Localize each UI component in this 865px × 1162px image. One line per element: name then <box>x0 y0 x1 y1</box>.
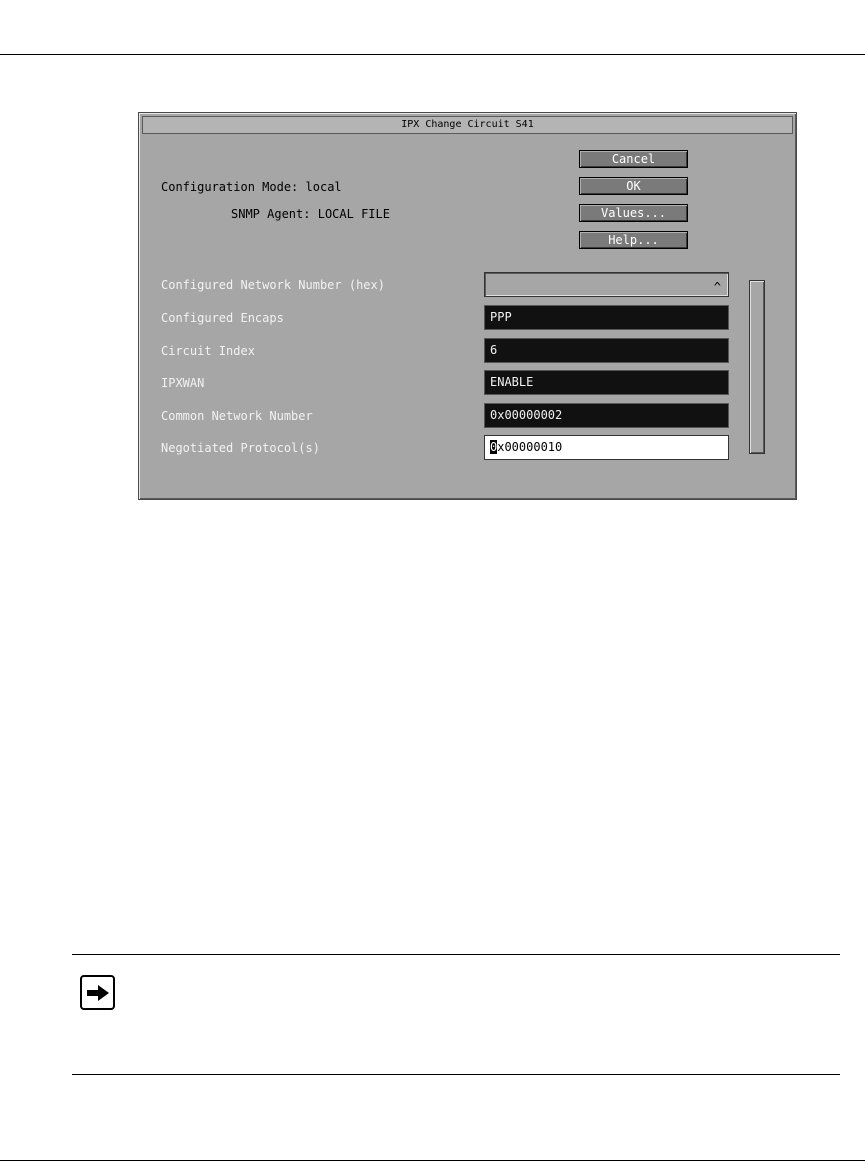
negotiated-protocols-value: x00000010 <box>497 440 563 454</box>
ipx-change-circuit-dialog <box>138 112 797 500</box>
page-top-rule <box>0 54 865 55</box>
help-button[interactable]: Help... <box>579 231 688 249</box>
snmp-agent-label: SNMP Agent: <box>231 207 311 221</box>
vertical-scrollbar[interactable] <box>749 280 765 454</box>
ok-button[interactable]: OK <box>579 177 688 195</box>
snmp-agent-text <box>231 207 390 221</box>
circuit-index-label: Circuit Index <box>161 344 255 358</box>
configured-encaps-field[interactable]: PPP <box>484 305 729 330</box>
values-button[interactable]: Values... <box>579 204 688 222</box>
configuration-mode-value: local <box>305 180 342 194</box>
text-cursor: 0 <box>490 440 498 454</box>
arrow-right-icon <box>80 975 115 1010</box>
ipxwan-field[interactable]: ENABLE <box>484 370 729 395</box>
dialog-title-bar: IPX Change Circuit S41 <box>142 116 793 134</box>
configured-encaps-label: Configured Encaps <box>161 311 284 325</box>
cancel-button[interactable]: Cancel <box>579 150 688 168</box>
configuration-mode-label: Configuration Mode: <box>161 180 299 194</box>
note-top-rule <box>72 954 840 955</box>
common-network-number-label: Common Network Number <box>161 409 313 423</box>
common-network-number-field[interactable]: 0x00000002 <box>484 403 729 428</box>
arrow-right-icon-graphic <box>87 985 109 1001</box>
page-bottom-rule <box>0 1160 865 1161</box>
note-bottom-rule <box>72 1074 840 1075</box>
negotiated-protocols-label: Negotiated Protocol(s) <box>161 441 320 455</box>
configured-network-number-field[interactable] <box>484 272 729 297</box>
ipxwan-label: IPXWAN <box>161 376 205 390</box>
circuit-index-field[interactable]: 6 <box>484 338 729 363</box>
configuration-mode-text <box>161 180 342 194</box>
caret-up-icon[interactable]: ^ <box>713 280 721 294</box>
configured-network-number-label: Configured Network Number (hex) <box>161 278 385 292</box>
negotiated-protocols-field[interactable] <box>484 435 729 460</box>
snmp-agent-value: LOCAL FILE <box>317 207 390 221</box>
